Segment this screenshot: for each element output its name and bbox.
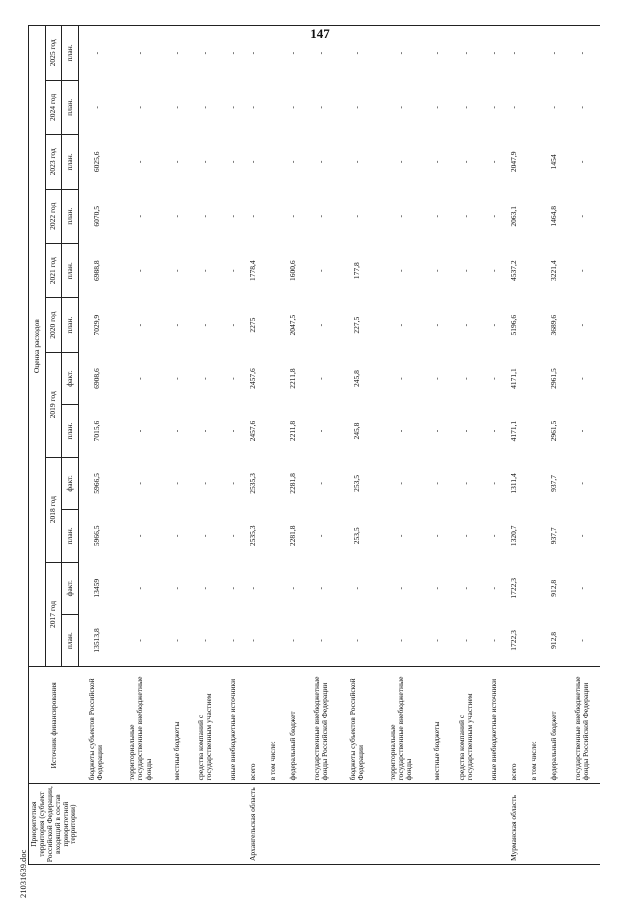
value-cell: [263, 189, 283, 243]
value-cell: -: [396, 106, 406, 109]
value-cell: 6988,8: [91, 260, 101, 282]
value-cell: -: [548, 106, 558, 109]
value-cell: -: [135, 215, 145, 218]
value-cell: [263, 405, 283, 457]
value-cell: -: [460, 377, 470, 380]
value-cell: -: [171, 377, 181, 380]
value-cell: -: [460, 429, 470, 433]
source-cell: в том числе:: [263, 667, 283, 784]
plan-fact-header: план.: [62, 80, 79, 134]
territory-cell: [114, 784, 166, 865]
value-cell: [263, 352, 283, 404]
value-cell: -: [339, 26, 375, 81]
territory-cell: [223, 784, 243, 865]
value-cell: 1464,8: [548, 205, 558, 227]
value-cell: 1778,4: [247, 260, 257, 282]
table-row: [303, 26, 339, 865]
value-cell: -: [460, 482, 470, 485]
value-cell: 5966,5: [91, 525, 101, 547]
source-cell: территориальные государственные внебюджетные фонды: [375, 667, 427, 784]
value-cell: 2211,8: [287, 368, 297, 389]
value-cell: -: [339, 614, 375, 666]
value-cell: 1454: [548, 154, 558, 170]
value-cell: -: [576, 160, 586, 164]
value-cell: -: [576, 215, 586, 218]
value-cell: [263, 562, 283, 614]
year-header: 2020 год: [45, 298, 62, 352]
value-cell: -: [396, 215, 406, 218]
value-cell: [263, 26, 283, 81]
value-cell: 2063,1: [508, 205, 518, 227]
value-cell: 2961,5: [548, 420, 558, 442]
source-cell: местные бюджеты: [167, 667, 187, 784]
territory-cell: [564, 784, 600, 865]
value-cell: -: [460, 534, 470, 538]
source-cell: бюджеты субъектов Российской Федерации: [78, 667, 114, 784]
value-cell: -: [396, 587, 406, 590]
value-cell: -: [199, 160, 209, 164]
territory-cell: [339, 784, 375, 865]
source-cell: федеральный бюджет: [283, 667, 303, 784]
value-cell: -: [227, 106, 237, 109]
source-header: Источник финансирования: [29, 667, 79, 784]
value-cell: -: [432, 269, 442, 272]
value-cell: -: [167, 614, 187, 666]
value-cell: 6908,6: [91, 368, 101, 389]
year-header: 2025 год: [45, 26, 62, 81]
territory-cell: [263, 784, 283, 865]
table-row: [78, 26, 114, 865]
value-cell: [524, 614, 544, 666]
value-cell: -: [484, 26, 504, 81]
territory-cell: [187, 784, 223, 865]
year-header: 2024 год: [45, 80, 62, 134]
territory-cell: Мурманская область: [504, 784, 524, 865]
year-header: 2018 год: [45, 457, 62, 562]
value-cell: -: [396, 377, 406, 380]
value-cell: -: [375, 26, 427, 81]
territory-cell: [448, 784, 484, 865]
value-cell: -: [504, 26, 524, 81]
value-cell: 2275: [247, 317, 257, 333]
value-cell: -: [488, 323, 498, 327]
value-cell: -: [352, 160, 362, 164]
value-cell: -: [316, 429, 325, 433]
source-cell: в том числе:: [524, 667, 544, 784]
value-cell: [524, 562, 544, 614]
value-cell: 4171,1: [508, 420, 518, 442]
value-cell: -: [316, 269, 325, 272]
value-cell: -: [199, 429, 209, 433]
value-cell: 912,8: [548, 579, 558, 597]
value-cell: -: [114, 614, 166, 666]
value-cell: -: [316, 534, 325, 538]
territory-cell: [524, 784, 544, 865]
value-cell: [524, 80, 544, 134]
plan-fact-header: план.: [62, 405, 79, 457]
value-cell: -: [448, 26, 484, 81]
value-cell: -: [303, 614, 339, 666]
value-cell: 253,5: [352, 527, 362, 545]
territory-cell: [283, 784, 303, 865]
value-cell: 177,8: [352, 262, 362, 280]
value-cell: -: [432, 160, 442, 164]
table-row: [167, 26, 187, 865]
value-cell: -: [135, 534, 145, 538]
source-cell: местные бюджеты: [427, 667, 447, 784]
territory-cell: [167, 784, 187, 865]
value-cell: -: [432, 587, 442, 590]
value-cell: 1311,4: [508, 473, 518, 494]
table-row: [484, 26, 504, 865]
value-cell: 227,5: [352, 316, 362, 334]
value-cell: -: [227, 377, 237, 380]
table-row: [187, 26, 223, 865]
value-cell: -: [352, 587, 362, 590]
value-cell: 253,5: [352, 474, 362, 492]
estimate-header: Оценка расходов: [29, 26, 46, 667]
value-cell: -: [135, 323, 145, 327]
footer-filename: 21031639.doc: [18, 849, 28, 898]
value-cell: [524, 510, 544, 562]
table-row: [564, 26, 600, 865]
value-cell: -: [303, 26, 339, 81]
value-cell: 245,8: [352, 422, 362, 440]
financing-table: [28, 25, 600, 865]
value-cell: 1320,7: [508, 525, 518, 547]
value-cell: -: [352, 215, 362, 218]
territory-header: Приоритетная территория (субъект Российской Федерации, входящий в состав приоритетной территории): [29, 784, 79, 865]
source-cell: иные внебюджетные источники: [484, 667, 504, 784]
value-cell: -: [283, 614, 303, 666]
value-cell: -: [316, 323, 325, 327]
year-header: 2017 год: [45, 562, 62, 667]
plan-fact-header: план.: [62, 298, 79, 352]
plan-fact-header: план.: [62, 243, 79, 297]
value-cell: -: [135, 429, 145, 433]
value-cell: -: [199, 534, 209, 538]
value-cell: -: [171, 429, 181, 433]
table-row: [223, 26, 243, 865]
source-cell: средства компаний с государственным участием: [187, 667, 223, 784]
value-cell: -: [576, 377, 586, 380]
value-cell: [263, 298, 283, 352]
value-cell: 4171,1: [508, 368, 518, 389]
value-cell: -: [227, 269, 237, 272]
value-cell: [524, 298, 544, 352]
value-cell: -: [488, 482, 498, 485]
value-cell: 2457,6: [247, 420, 257, 442]
source-cell: государственные внебюджетные фонды Российской Федерации: [564, 667, 600, 784]
value-cell: -: [171, 534, 181, 538]
value-cell: -: [199, 587, 209, 590]
value-cell: -: [544, 26, 564, 81]
value-cell: -: [432, 215, 442, 218]
value-cell: -: [448, 614, 484, 666]
value-cell: -: [576, 429, 586, 433]
value-cell: -: [427, 26, 447, 81]
value-cell: -: [171, 160, 181, 164]
value-cell: -: [460, 269, 470, 272]
value-cell: -: [199, 323, 209, 327]
value-cell: 7015,6: [91, 420, 101, 442]
value-cell: 2281,8: [287, 525, 297, 547]
table-row: [504, 26, 524, 865]
value-cell: -: [287, 106, 297, 109]
year-header: 2023 год: [45, 135, 62, 189]
value-cell: -: [508, 106, 518, 109]
value-cell: 5966,5: [91, 473, 101, 494]
value-cell: -: [247, 106, 257, 109]
value-cell: -: [488, 269, 498, 272]
source-cell: средства компаний с государственным участием: [448, 667, 484, 784]
value-cell: 2961,5: [548, 368, 558, 389]
value-cell: -: [135, 482, 145, 485]
value-cell: -: [171, 106, 181, 109]
value-cell: [524, 243, 544, 297]
value-cell: -: [167, 26, 187, 81]
year-header: 2022 год: [45, 189, 62, 243]
source-cell: территориальные государственные внебюджетные фонды: [114, 667, 166, 784]
value-cell: -: [488, 106, 498, 109]
table-row: [114, 26, 166, 865]
value-cell: [263, 243, 283, 297]
value-cell: -: [287, 160, 297, 164]
value-cell: [524, 189, 544, 243]
value-cell: -: [199, 106, 209, 109]
value-cell: -: [396, 534, 406, 538]
value-cell: -: [91, 106, 101, 109]
value-cell: -: [576, 534, 586, 538]
value-cell: -: [227, 534, 237, 538]
page-number: 147: [310, 26, 330, 41]
table-row: [448, 26, 484, 865]
value-cell: [524, 352, 544, 404]
value-cell: 2047,5: [287, 314, 297, 336]
value-cell: -: [576, 106, 586, 109]
value-cell: -: [223, 614, 243, 666]
source-cell: всего: [243, 667, 263, 784]
plan-fact-header: факт.: [62, 562, 79, 614]
value-cell: 13513,8: [78, 614, 114, 666]
value-cell: -: [247, 160, 257, 164]
value-cell: -: [488, 215, 498, 218]
value-cell: -: [484, 614, 504, 666]
territory-cell: [544, 784, 564, 865]
value-cell: -: [223, 26, 243, 81]
value-cell: -: [171, 482, 181, 485]
value-cell: 912,8: [544, 614, 564, 666]
table-row: [524, 26, 544, 865]
table-row: [283, 26, 303, 865]
source-cell: всего: [504, 667, 524, 784]
value-cell: 6070,5: [91, 205, 101, 227]
value-cell: -: [396, 323, 406, 327]
value-cell: -: [227, 429, 237, 433]
value-cell: -: [432, 377, 442, 380]
value-cell: -: [243, 26, 263, 81]
table-row: [375, 26, 427, 865]
territory-cell: [427, 784, 447, 865]
value-cell: 1722,3: [508, 577, 518, 599]
value-cell: -: [199, 482, 209, 485]
value-cell: -: [187, 614, 223, 666]
year-header: 2019 год: [45, 352, 62, 457]
territory-cell: Архангельская область: [243, 784, 263, 865]
value-cell: -: [564, 26, 600, 81]
table-row: [427, 26, 447, 865]
plan-fact-header: план.: [62, 135, 79, 189]
value-cell: 6025,6: [91, 151, 101, 173]
value-cell: [263, 135, 283, 189]
value-cell: -: [227, 482, 237, 485]
value-cell: -: [135, 160, 145, 164]
value-cell: -: [576, 269, 586, 272]
table-body: [78, 26, 600, 865]
value-cell: 4537,2: [508, 260, 518, 282]
value-cell: 245,8: [352, 370, 362, 388]
value-cell: -: [227, 323, 237, 327]
territory-cell: [484, 784, 504, 865]
value-cell: -: [283, 26, 303, 81]
territory-cell: [78, 784, 114, 865]
value-cell: -: [488, 160, 498, 164]
value-cell: -: [488, 429, 498, 433]
value-cell: 2211,8: [287, 420, 297, 442]
plan-fact-header: план.: [62, 614, 79, 666]
value-cell: -: [396, 482, 406, 485]
territory-cell: [375, 784, 427, 865]
value-cell: 1722,3: [504, 614, 524, 666]
value-cell: -: [432, 534, 442, 538]
value-cell: 937,7: [548, 474, 558, 492]
value-cell: -: [287, 587, 297, 590]
value-cell: -: [316, 106, 325, 109]
value-cell: -: [171, 587, 181, 590]
value-cell: -: [432, 106, 442, 109]
value-cell: -: [227, 587, 237, 590]
value-cell: -: [576, 482, 586, 485]
value-cell: -: [187, 26, 223, 81]
value-cell: 5196,6: [508, 314, 518, 336]
territory-cell: [303, 784, 339, 865]
value-cell: -: [114, 26, 166, 81]
value-cell: 7029,9: [91, 314, 101, 336]
value-cell: -: [352, 106, 362, 109]
year-header: 2021 год: [45, 243, 62, 297]
value-cell: 3221,4: [548, 260, 558, 282]
value-cell: [263, 457, 283, 509]
value-cell: -: [316, 377, 325, 380]
value-cell: -: [576, 587, 586, 590]
value-cell: -: [171, 215, 181, 218]
value-cell: [263, 510, 283, 562]
value-cell: -: [460, 160, 470, 164]
value-cell: -: [78, 26, 114, 81]
value-cell: -: [135, 587, 145, 590]
value-cell: -: [460, 587, 470, 590]
value-cell: -: [199, 269, 209, 272]
value-cell: -: [432, 429, 442, 433]
table-header: [29, 26, 79, 865]
plan-fact-header: факт.: [62, 352, 79, 404]
value-cell: 2535,3: [247, 473, 257, 494]
value-cell: -: [316, 160, 325, 164]
table-row: [544, 26, 564, 865]
value-cell: 2281,8: [287, 473, 297, 494]
value-cell: -: [375, 614, 427, 666]
value-cell: 2047,9: [508, 151, 518, 173]
value-cell: -: [488, 587, 498, 590]
plan-fact-header: план.: [62, 189, 79, 243]
source-cell: государственные внебюджетные фонды Российской Федерации: [303, 667, 339, 784]
value-cell: [263, 614, 283, 666]
value-cell: -: [427, 614, 447, 666]
value-cell: -: [396, 269, 406, 272]
plan-fact-header: план.: [62, 510, 79, 562]
table-row: [263, 26, 283, 865]
value-cell: [524, 26, 544, 81]
value-cell: -: [576, 323, 586, 327]
value-cell: -: [316, 215, 325, 218]
value-cell: -: [171, 323, 181, 327]
table-row: [243, 26, 263, 865]
plan-fact-header: факт.: [62, 457, 79, 509]
value-cell: -: [171, 269, 181, 272]
value-cell: 13459: [91, 578, 101, 598]
value-cell: 2457,6: [247, 368, 257, 389]
value-cell: -: [564, 614, 600, 666]
value-cell: -: [460, 106, 470, 109]
value-cell: -: [227, 160, 237, 164]
value-cell: -: [135, 106, 145, 109]
value-cell: -: [316, 482, 325, 485]
value-cell: [524, 457, 544, 509]
value-cell: -: [247, 587, 257, 590]
value-cell: 937,7: [548, 527, 558, 545]
value-cell: -: [135, 269, 145, 272]
value-cell: -: [247, 215, 257, 218]
source-cell: федеральный бюджет: [544, 667, 564, 784]
value-cell: -: [432, 482, 442, 485]
value-cell: -: [432, 323, 442, 327]
value-cell: -: [316, 587, 325, 590]
value-cell: 2535,3: [247, 525, 257, 547]
value-cell: -: [460, 323, 470, 327]
value-cell: -: [243, 614, 263, 666]
value-cell: -: [135, 377, 145, 380]
value-cell: [524, 405, 544, 457]
value-cell: 1600,6: [287, 260, 297, 282]
value-cell: 3689,6: [548, 314, 558, 336]
source-cell: иные внебюджетные источники: [223, 667, 243, 784]
value-cell: -: [227, 215, 237, 218]
value-cell: -: [488, 534, 498, 538]
value-cell: -: [460, 215, 470, 218]
value-cell: -: [396, 429, 406, 433]
source-cell: бюджеты субъектов Российской Федерации: [339, 667, 375, 784]
value-cell: -: [488, 377, 498, 380]
table-row: [339, 26, 375, 865]
value-cell: -: [199, 377, 209, 380]
value-cell: -: [396, 160, 406, 164]
value-cell: [263, 80, 283, 134]
plan-fact-header: план.: [62, 26, 79, 81]
value-cell: [524, 135, 544, 189]
value-cell: -: [287, 215, 297, 218]
value-cell: -: [199, 215, 209, 218]
